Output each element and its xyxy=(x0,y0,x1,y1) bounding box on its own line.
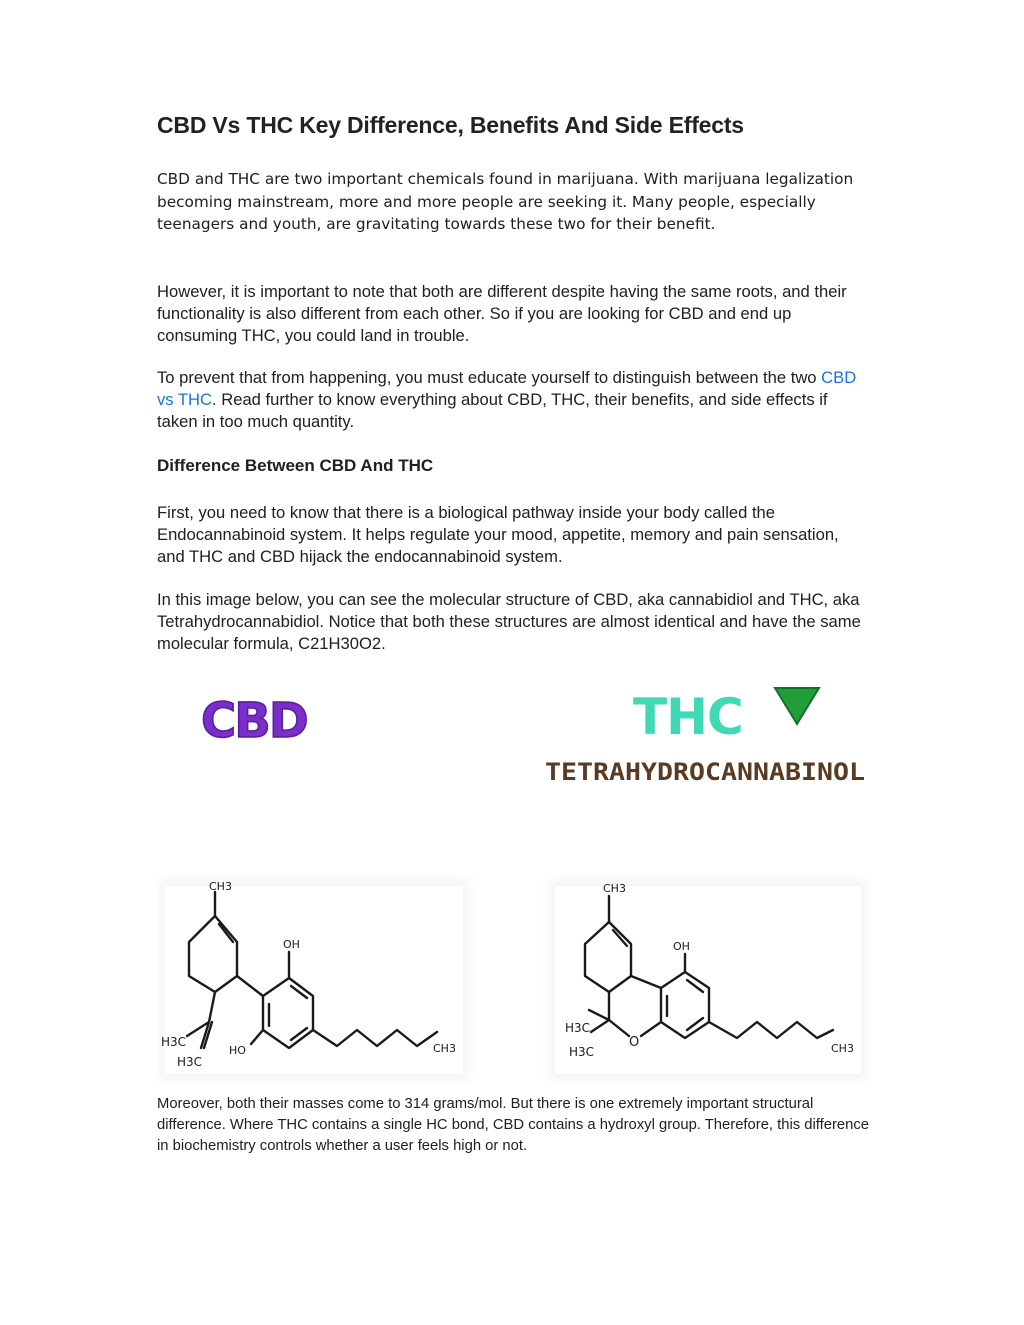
paragraph-3 xyxy=(157,367,869,433)
thc-ch3-top: CH3 xyxy=(603,882,626,895)
thc-oh: OH xyxy=(673,940,690,953)
paragraph-5: In this image below, you can see the molecular structure of CBD, aka cannabidiol and THC, aka Tetrahydrocannabidiol. Notice that both these structures are almost identical and have the same molecular formula, C21H30O2. xyxy=(157,590,861,653)
cbd-heading: CBD xyxy=(201,693,307,749)
cbd-ch3-tail: CH3 xyxy=(433,1042,456,1055)
paragraph-4: First, you need to know that there is a biological pathway inside your body called the Endocannabinoid system. It helps regulate your mood, appetite, memory and pain sensation, and THC and CBD hijack the endocannabinoid system. xyxy=(157,503,839,566)
cbd-ch3-top: CH3 xyxy=(209,880,232,893)
thc-h3c-b: H3C xyxy=(569,1045,595,1059)
thc-o: O xyxy=(629,1035,640,1050)
cbd-ho: HO xyxy=(229,1044,246,1057)
thc-h3c-a: H3C xyxy=(565,1021,591,1035)
page-title: CBD Vs THC Key Difference, Benefits And Side Effects xyxy=(157,112,744,138)
paragraph-2: However, it is important to note that both are different despite having the same roots, and their functionality is also different from each other. So if you are looking for CBD and end up consuming THC, you could land in trouble. xyxy=(157,282,847,345)
thc-fullname: TETRAHYDROCANNABINOL xyxy=(545,758,865,786)
molecule-illustration xyxy=(157,670,869,1082)
thc-triangle-icon xyxy=(775,688,819,724)
paragraph-3-text-a: To prevent that from happening, you must educate yourself to distinguish between the two xyxy=(157,368,822,387)
cbd-h3c-b: H3C xyxy=(177,1055,203,1069)
thc-ch3-tail: CH3 xyxy=(831,1042,854,1055)
section-heading: Difference Between CBD And THC xyxy=(157,456,434,475)
cbd-h3c-a: H3C xyxy=(161,1035,187,1049)
intro-paragraph: CBD and THC are two important chemicals found in marijuana. With marijuana legalization becoming mainstream, more and more people are seeking it. Many people, especially teenagers and youth, are gravitating towards these two for their benefit. xyxy=(157,170,854,233)
paragraph-6: Moreover, both their masses come to 314 grams/mol. But there is one extremely important structural difference. Where THC contains a single HC bond, CBD contains a hydroxyl group. Therefore, this difference in biochemistry controls whether a user feels high or not. xyxy=(157,1096,869,1154)
thc-heading: THC xyxy=(633,688,743,746)
paragraph-3-text-b: . Read further to know everything about CBD, THC, their benefits, and side effects if taken in too much quantity. xyxy=(157,390,828,431)
cbd-thc-molecule-image xyxy=(157,670,869,1082)
cbd-oh: OH xyxy=(283,938,300,951)
cbd-vs-thc-link[interactable]: CBD vs THC xyxy=(157,368,857,409)
